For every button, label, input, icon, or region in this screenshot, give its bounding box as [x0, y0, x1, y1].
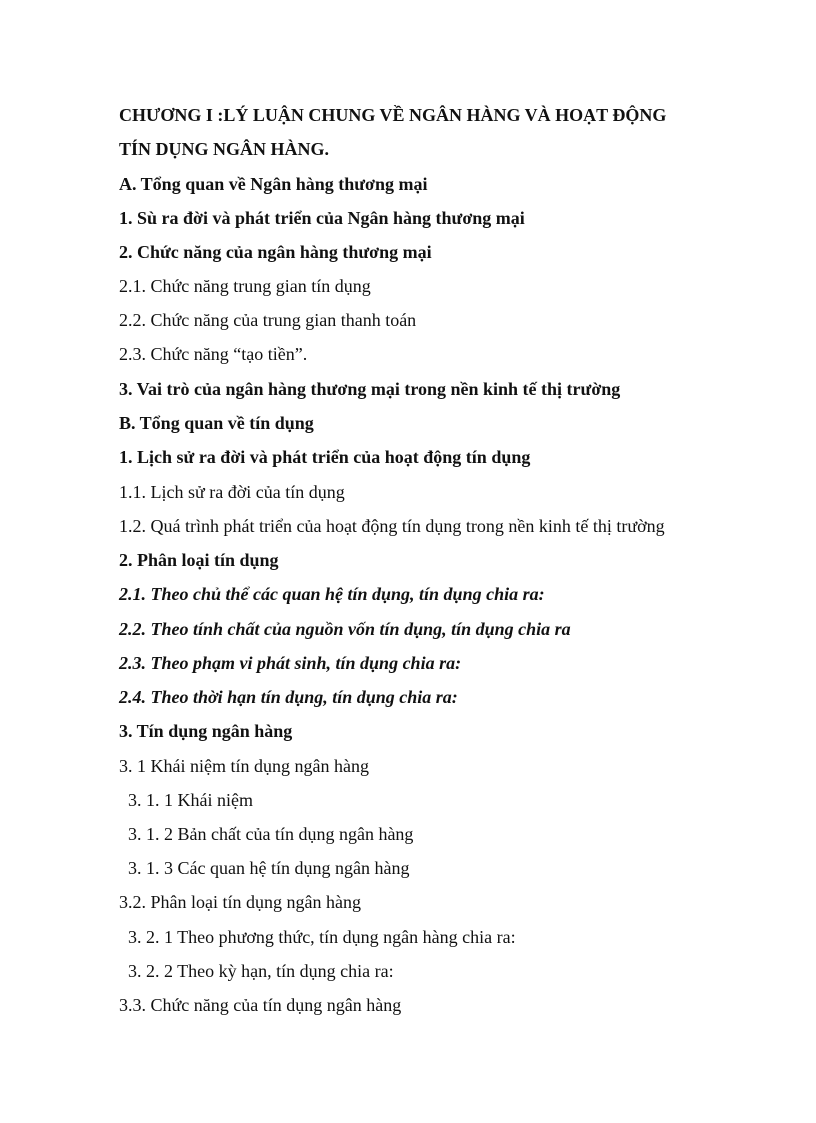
toc-item-emphasized: 2.4. Theo thời hạn tín dụng, tín dụng chia ra: — [119, 687, 458, 707]
subsection-heading: 2. Phân loại tín dụng — [119, 550, 279, 570]
toc-item: 2.2. Chức năng của trung gian thanh toán — [119, 310, 417, 330]
toc-item: 3.2. Phân loại tín dụng ngân hàng — [119, 892, 361, 912]
toc-item-emphasized: 2.1. Theo chủ thể các quan hệ tín dụng, tín dụng chia ra: — [119, 584, 545, 604]
chapter-title-line-2: TÍN DỤNG NGÂN HÀNG. — [119, 139, 330, 159]
toc-item: 2.3. Chức năng “tạo tiền”. — [119, 344, 308, 364]
subsection-heading: 3. Tín dụng ngân hàng — [119, 721, 293, 741]
toc-item: 3.3. Chức năng của tín dụng ngân hàng — [119, 995, 402, 1015]
toc-subitem: 3. 1. 2 Bản chất của tín dụng ngân hàng — [128, 824, 414, 844]
section-heading: B. Tổng quan về tín dụng — [119, 413, 314, 433]
subsection-heading: 3. Vai trò của ngân hàng thương mại trong nền kinh tế thị trường — [119, 379, 621, 399]
toc-subitem: 3. 2. 1 Theo phương thức, tín dụng ngân hàng chia ra: — [128, 927, 516, 947]
section-heading: A. Tổng quan về Ngân hàng thương mại — [119, 174, 428, 194]
toc-item: 2.1. Chức năng trung gian tín dụng — [119, 276, 371, 296]
subsection-heading: 1. Lịch sử ra đời và phát triển của hoạt động tín dụng — [119, 447, 531, 467]
toc-item: 1.2. Quá trình phát triển của hoạt động tín dụng trong nền kinh tế thị trường — [119, 516, 665, 536]
subsection-heading: 1. Sù ra đời và phát triển của Ngân hàng thương mại — [119, 208, 525, 228]
subsection-heading: 2. Chức năng của ngân hàng thương mại — [119, 242, 432, 262]
toc-item-emphasized: 2.3. Theo phạm vi phát sinh, tín dụng chia ra: — [119, 653, 462, 673]
toc-item-emphasized: 2.2. Theo tính chất của nguồn vốn tín dụng, tín dụng chia ra — [119, 619, 571, 639]
toc-item: 3. 1 Khái niệm tín dụng ngân hàng — [119, 756, 369, 776]
toc-subitem: 3. 1. 1 Khái niệm — [128, 790, 253, 810]
toc-subitem: 3. 1. 3 Các quan hệ tín dụng ngân hàng — [128, 858, 410, 878]
toc-item: 1.1. Lịch sử ra đời của tín dụng — [119, 482, 345, 502]
toc-subitem: 3. 2. 2 Theo kỳ hạn, tín dụng chia ra: — [128, 961, 394, 981]
chapter-title-line-1: CHƯƠNG I :LÝ LUẬN CHUNG VỀ NGÂN HÀNG VÀ HOẠT ĐỘNG — [119, 105, 667, 125]
